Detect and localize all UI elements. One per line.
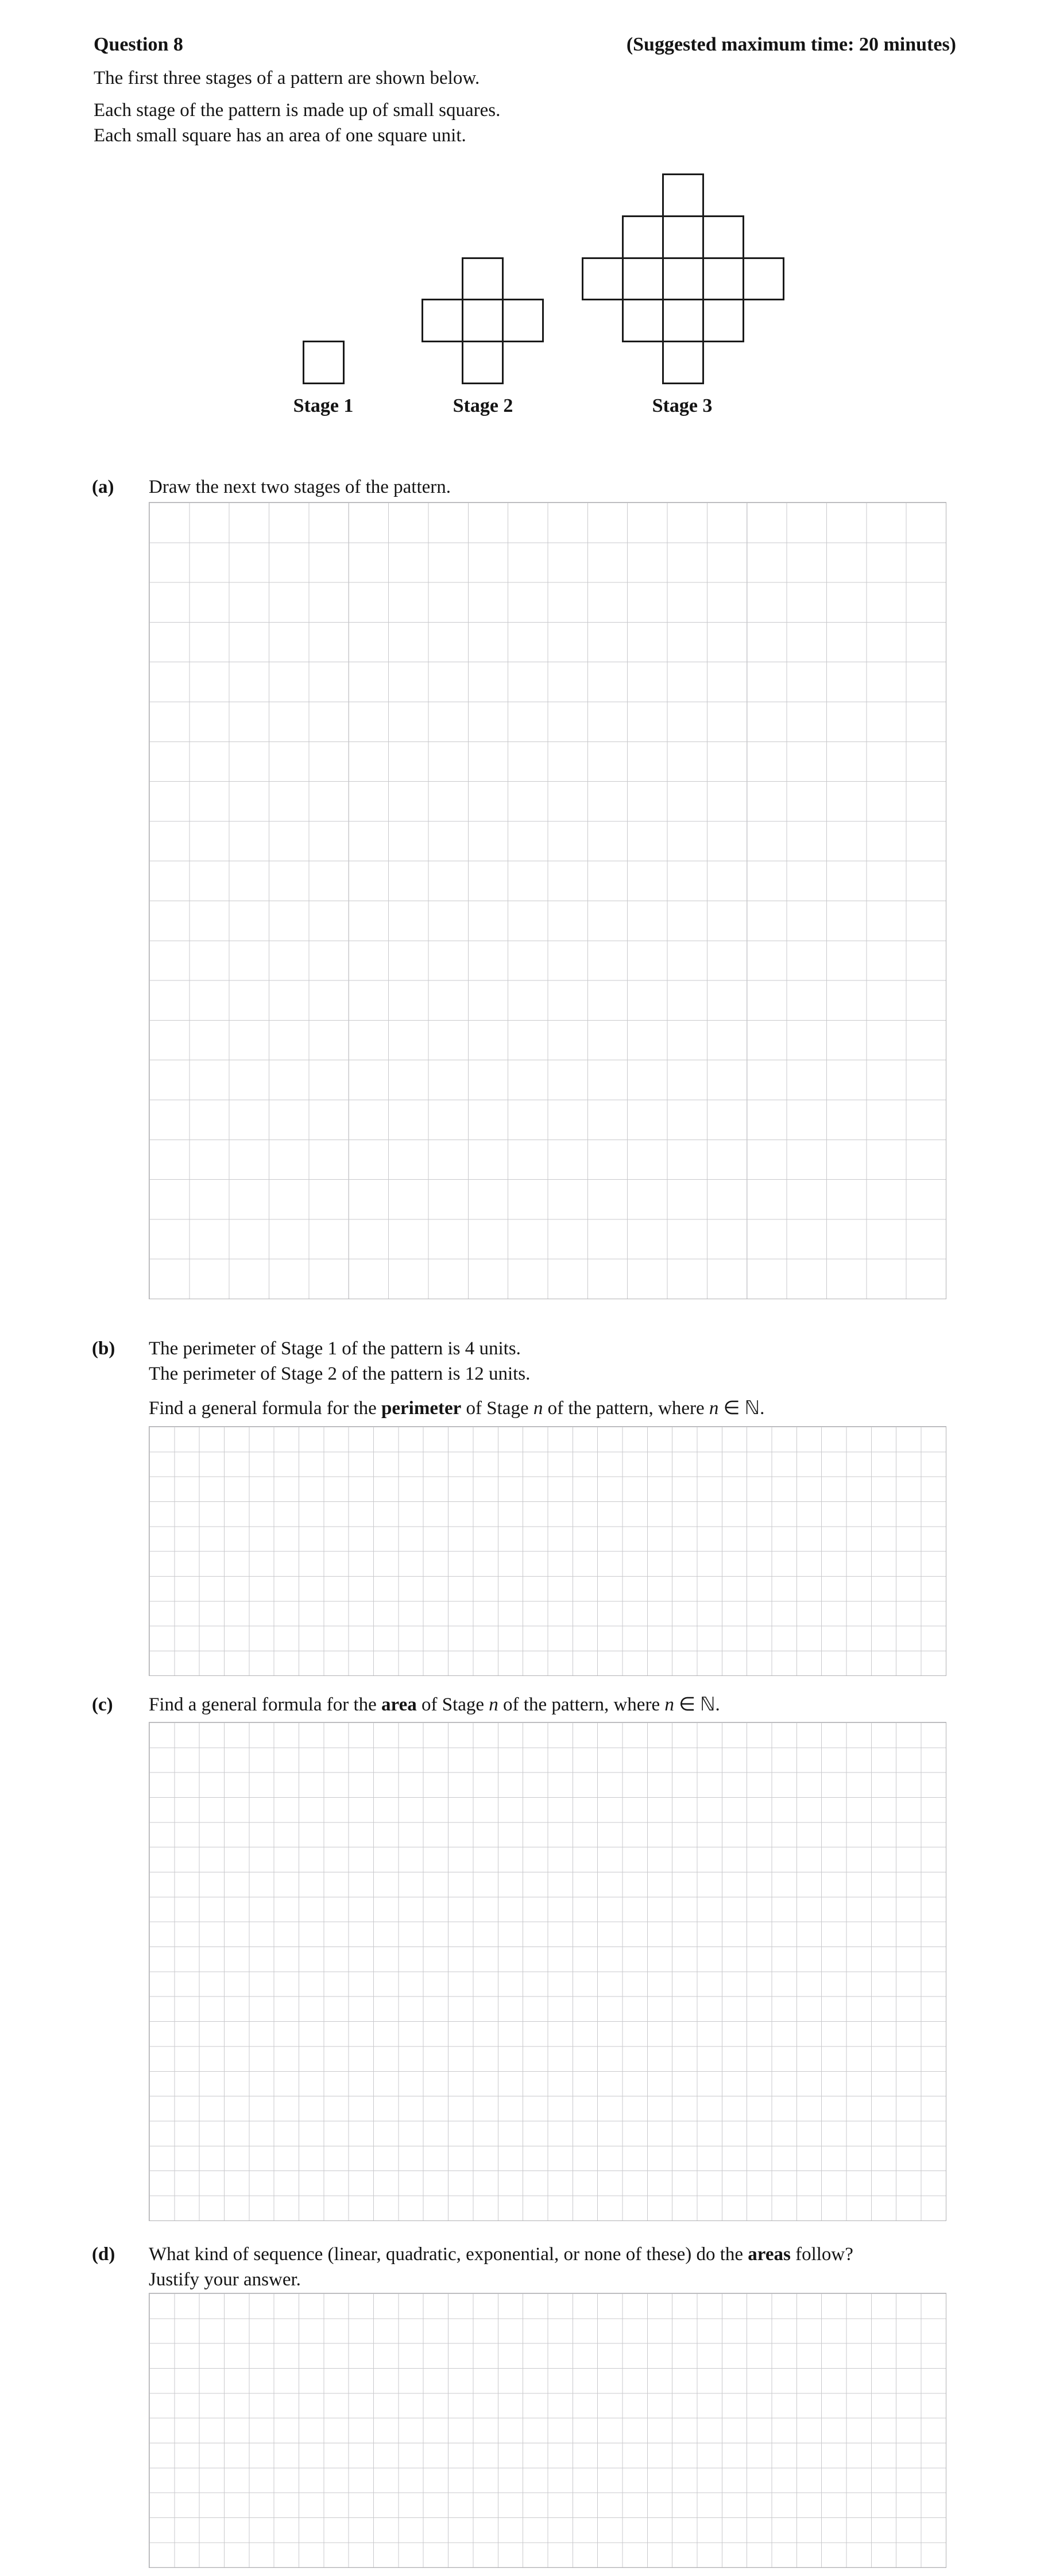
unit-square	[422, 299, 463, 342]
text-segment: Draw the next two stages of the pattern.	[149, 477, 451, 497]
part-b-statement	[149, 1336, 530, 1387]
part-d-line-2	[149, 2267, 853, 2292]
intro-line-3: Each small square has an area of one square unit.	[94, 125, 466, 146]
unit-square	[462, 341, 504, 384]
part-d-answer-grid	[149, 2293, 946, 2568]
part-b-answer-grid	[149, 1426, 946, 1676]
text-segment: perimeter	[381, 1398, 462, 1419]
text-segment: n	[489, 1694, 498, 1715]
text-segment: of Stage	[461, 1398, 533, 1419]
unit-square	[462, 299, 504, 342]
text-segment: ∈ ℕ.	[718, 1398, 765, 1419]
question-title: Question 8	[94, 34, 183, 55]
text-segment: n	[533, 1398, 543, 1419]
part-d-label: (d)	[92, 2244, 115, 2265]
text-segment: n	[709, 1398, 719, 1419]
unit-square	[622, 299, 664, 342]
text-segment: area	[381, 1694, 417, 1715]
text-segment: The perimeter of Stage 2 of the pattern is 12 units.	[149, 1364, 531, 1384]
text-segment: n	[664, 1694, 674, 1715]
part-a-prompt	[149, 474, 451, 500]
part-c-answer-grid	[149, 1722, 946, 2221]
unit-square	[502, 299, 544, 342]
pattern-figure	[0, 167, 1044, 419]
intro-line-1: The first three stages of a pattern are shown below.	[94, 68, 480, 88]
unit-square	[622, 257, 664, 301]
unit-square	[743, 257, 784, 301]
unit-square	[702, 299, 744, 342]
intro-line-2: Each stage of the pattern is made up of small squares.	[94, 100, 501, 121]
text-segment: ∈ ℕ.	[674, 1694, 720, 1715]
header	[94, 32, 956, 57]
unit-square	[662, 215, 704, 259]
stage-2-label: Stage 2	[453, 395, 513, 416]
text-segment: areas	[748, 2244, 791, 2265]
text-segment: of Stage	[416, 1694, 489, 1715]
text-segment: Find a general formula for the	[149, 1398, 382, 1419]
unit-square	[622, 215, 664, 259]
text-segment: of the pattern, where	[498, 1694, 665, 1715]
part-c-label: (c)	[92, 1694, 113, 1715]
unit-square	[662, 341, 704, 384]
text-segment: follow?	[790, 2244, 853, 2265]
stage-1-label: Stage 1	[293, 395, 354, 416]
text-segment: of the pattern, where	[543, 1398, 709, 1419]
text-segment: Justify your answer.	[149, 2269, 301, 2290]
part-c-prompt	[149, 1692, 720, 1717]
unit-square	[662, 257, 704, 301]
unit-square	[303, 341, 345, 384]
intro-lines-2-3	[94, 98, 500, 148]
unit-square	[702, 215, 744, 259]
unit-square	[662, 299, 704, 342]
unit-square	[702, 257, 744, 301]
part-a-label: (a)	[92, 477, 114, 497]
part-b-prompt	[149, 1396, 764, 1421]
unit-square	[582, 257, 624, 301]
part-b-label: (b)	[92, 1338, 115, 1359]
text-segment: Find a general formula for the	[149, 1694, 382, 1715]
part-b-line-1	[149, 1336, 530, 1361]
part-a-answer-grid	[149, 502, 946, 1299]
time-note: (Suggested maximum time: 20 minutes)	[626, 34, 956, 55]
text-segment: What kind of sequence (linear, quadratic, exponential, or none of these) do the	[149, 2244, 748, 2265]
part-b-line-2	[149, 1361, 530, 1387]
part-d-statement	[149, 2242, 853, 2292]
stage-3-label: Stage 3	[652, 395, 713, 416]
text-segment: The perimeter of Stage 1 of the pattern is 4 units.	[149, 1338, 521, 1359]
part-d-line-1	[149, 2242, 853, 2267]
unit-square	[462, 257, 504, 301]
unit-square	[662, 173, 704, 217]
